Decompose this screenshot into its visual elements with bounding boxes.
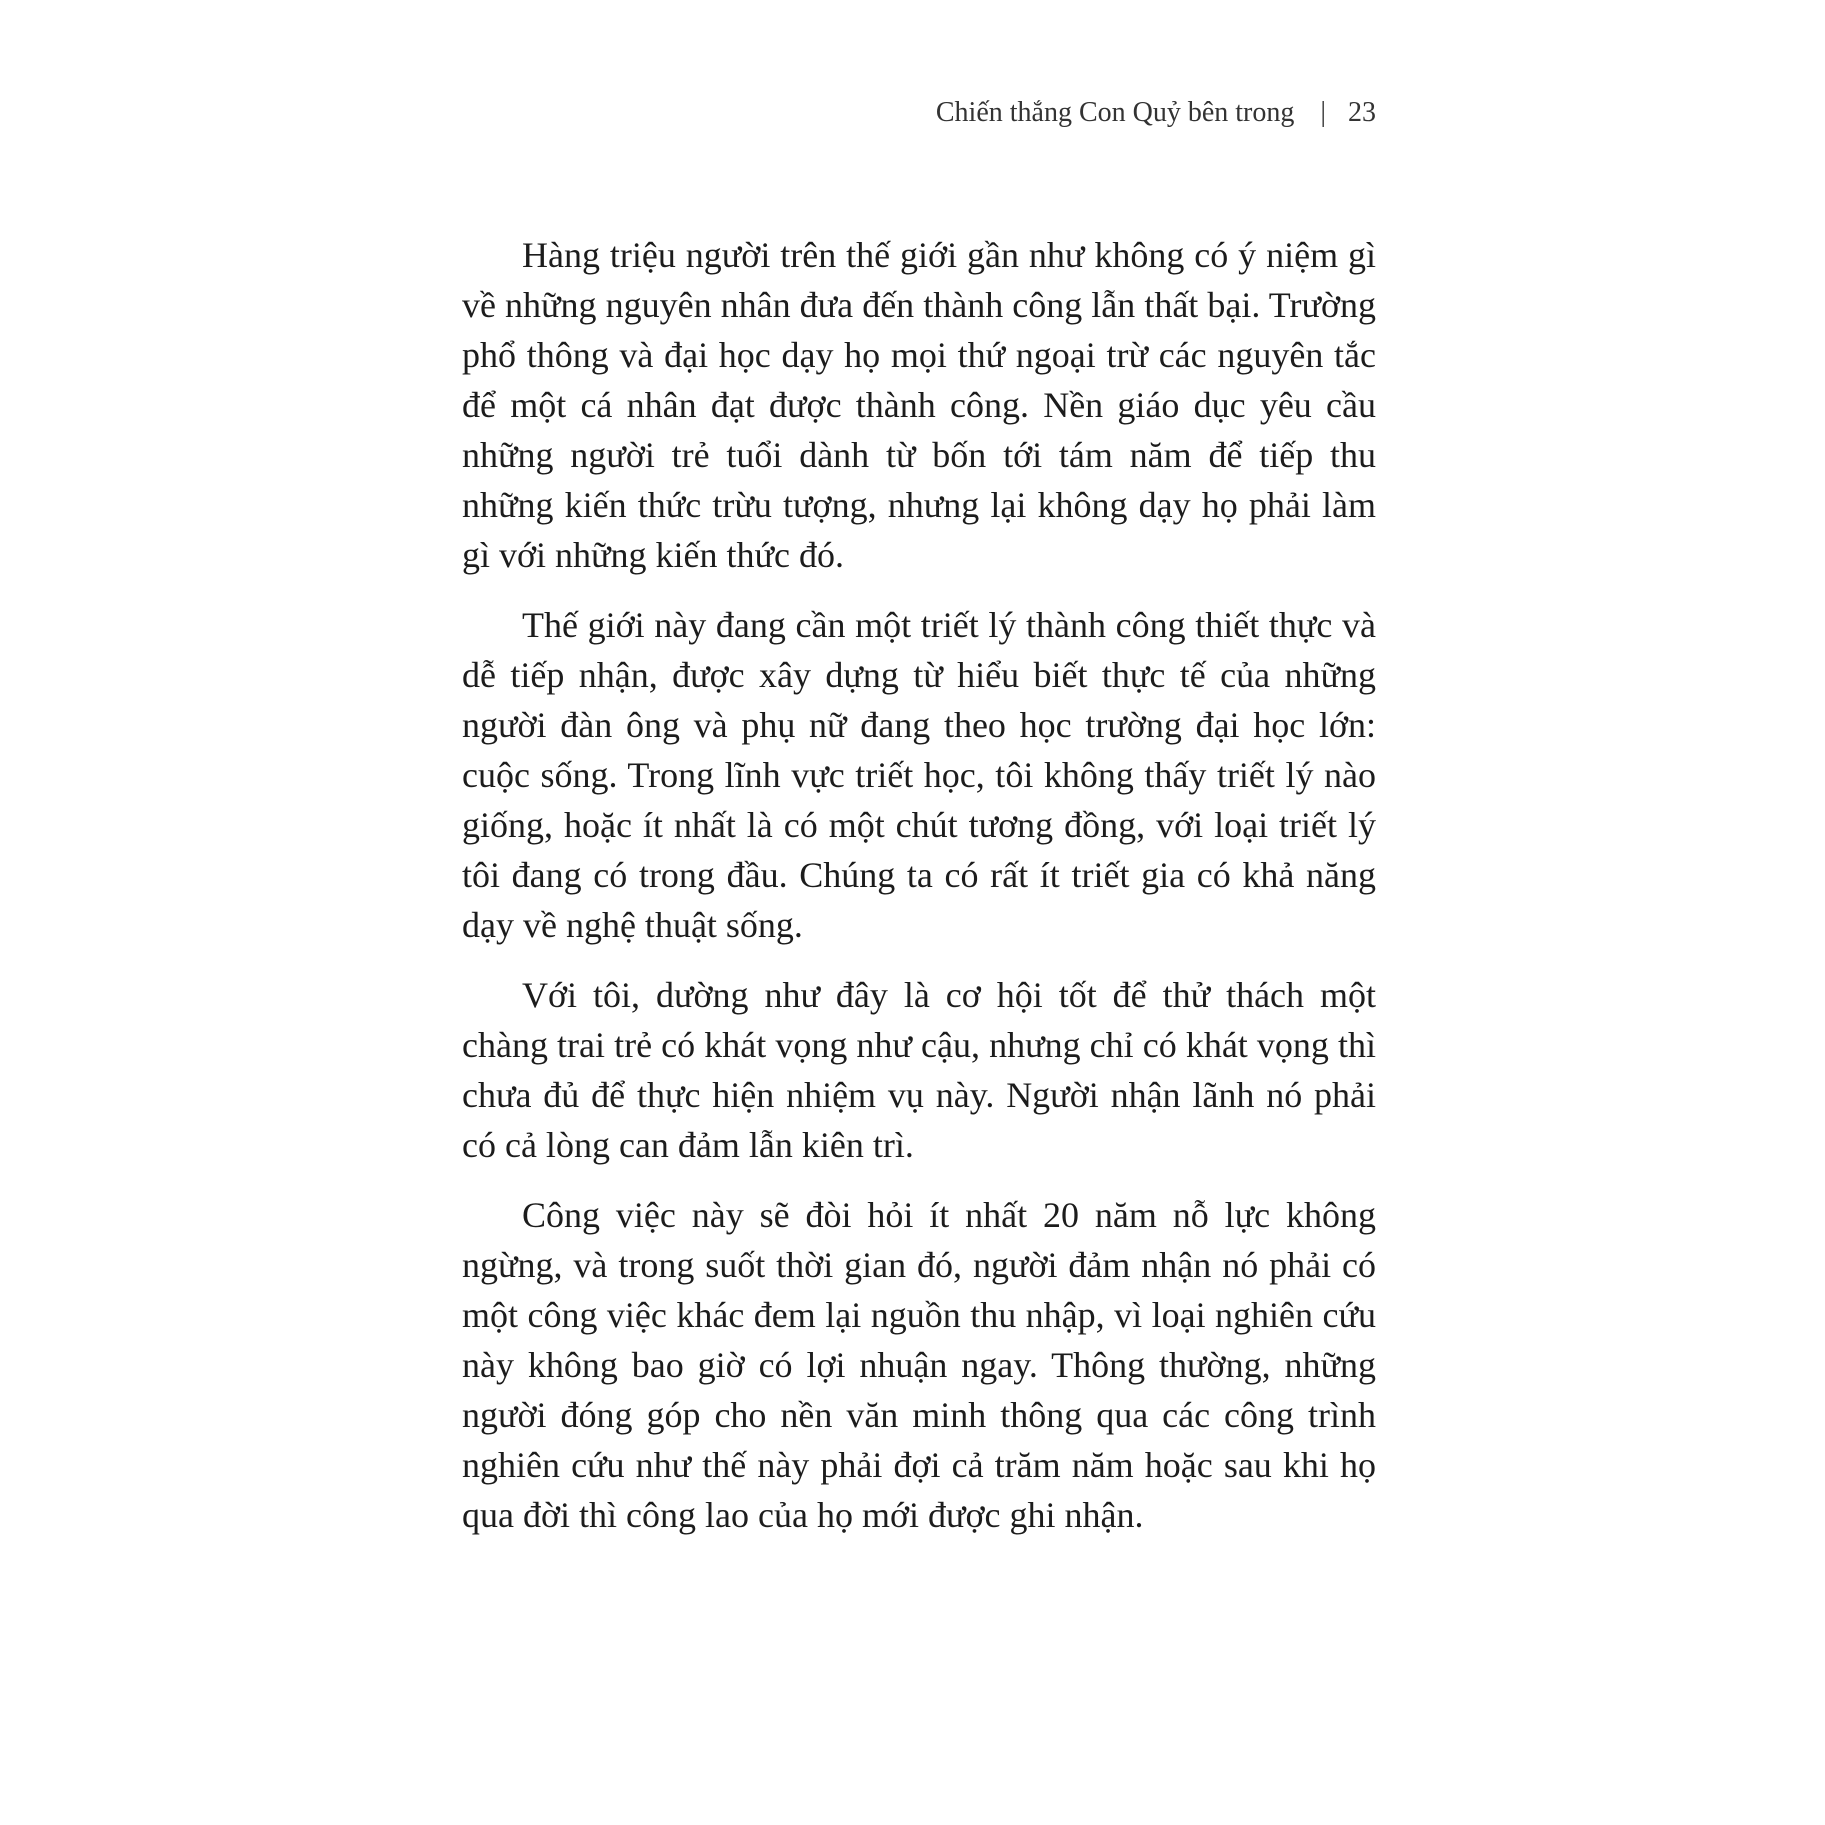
running-header: [936, 96, 1376, 130]
paragraph-4: Công việc này sẽ đòi hỏi ít nhất 20 năm nỗ lực không ngừng, và trong suốt thời gian đó, người đảm nhận nó phải có một công việc khác đem lại nguồn thu nhập, vì loại nghiên cứu này không bao giờ có lợi nhuận ngay. Thông thường, những người đóng góp cho nền văn minh thông qua các công trình nghiên cứu như thế này phải đợi cả trăm năm hoặc sau khi họ qua đời thì công lao của họ mới được ghi nhận.: [462, 1195, 1376, 1535]
chapter-title: Chiến thắng Con Quỷ bên trong: [935, 97, 1295, 128]
body-text: [462, 230, 1376, 1560]
header-separator: |: [1320, 97, 1326, 128]
page-number: 23: [1348, 97, 1376, 128]
paragraph-1: Hàng triệu người trên thế giới gần như không có ý niệm gì về những nguyên nhân đưa đến thành công lẫn thất bại. Trường phổ thông và đại học dạy họ mọi thứ ngoại trừ các nguyên tắc để một cá nhân đạt được thành công. Nền giáo dục yêu cầu những người trẻ tuổi dành từ bốn tới tám năm để tiếp thu những kiến thức trừu tượng, nhưng lại không dạy họ phải làm gì với những kiến thức đó.: [462, 235, 1376, 575]
paragraph-2: Thế giới này đang cần một triết lý thành công thiết thực và dễ tiếp nhận, được xây dựng từ hiểu biết thực tế của những người đàn ông và phụ nữ đang theo học trường đại học lớn: cuộc sống. Trong lĩnh vực triết học, tôi không thấy triết lý nào giống, hoặc ít nhất là có một chút tương đồng, với loại triết lý tôi đang có trong đầu. Chúng ta có rất ít triết gia có khả năng dạy về nghệ thuật sống.: [462, 605, 1376, 945]
paragraph-3: Với tôi, dường như đây là cơ hội tốt để thử thách một chàng trai trẻ có khát vọng như cậu, nhưng chỉ có khát vọng thì chưa đủ để thực hiện nhiệm vụ này. Người nhận lãnh nó phải có cả lòng can đảm lẫn kiên trì.: [462, 975, 1376, 1165]
